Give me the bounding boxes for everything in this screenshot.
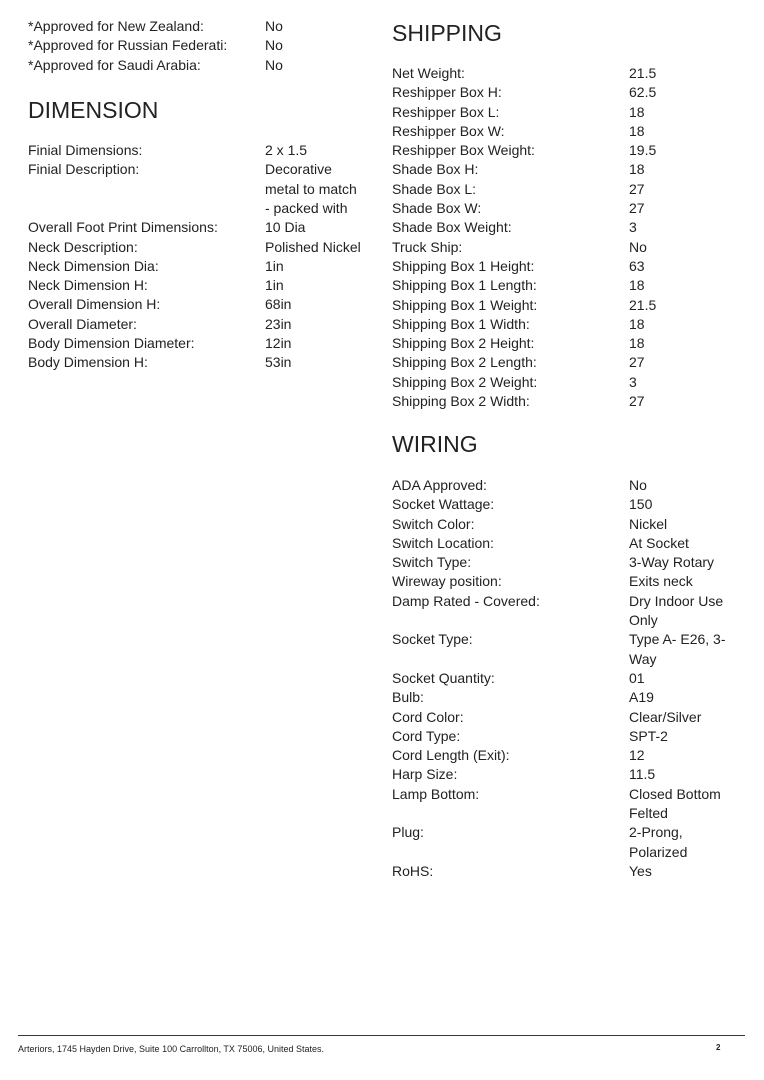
wiring-row	[392, 515, 729, 534]
row-value: 62.5	[629, 84, 657, 101]
shipping-row	[392, 373, 729, 392]
row-value: Exits neck	[629, 573, 693, 590]
wiring-list	[392, 476, 729, 881]
footer-address: Arteriors, 1745 Hayden Drive, Suite 100 Carrollton, TX 75006, United States.	[18, 1044, 324, 1054]
row-value: 68in	[265, 296, 292, 313]
wiring-row	[392, 727, 729, 746]
approval-row	[28, 36, 365, 55]
wiring-row	[392, 534, 729, 553]
wiring-heading: WIRING	[392, 431, 478, 457]
shipping-row	[392, 64, 729, 83]
row-label: Socket Wattage:	[392, 496, 495, 513]
shipping-list	[392, 64, 729, 411]
row-label: Body Dimension H:	[28, 354, 148, 371]
shipping-row	[392, 180, 729, 199]
shipping-row	[392, 218, 729, 237]
shipping-row	[392, 103, 729, 122]
dimension-list	[28, 141, 365, 373]
row-label: Shade Box Weight:	[392, 219, 512, 236]
row-value: Clear/Silver	[629, 708, 702, 725]
row-label: Switch Color:	[392, 515, 475, 532]
row-value: 63	[629, 257, 645, 274]
shipping-heading: SHIPPING	[392, 20, 502, 46]
row-label: Reshipper Box H:	[392, 84, 502, 101]
row-label: Shipping Box 1 Length:	[392, 277, 537, 294]
row-value: SPT-2	[629, 727, 668, 744]
row-value: 18	[629, 277, 645, 294]
wiring-row	[392, 553, 729, 572]
wiring-row	[392, 592, 729, 631]
row-value: No	[265, 18, 283, 34]
approval-row	[28, 17, 365, 36]
wiring-row	[392, 746, 729, 765]
row-value: 12in	[265, 335, 292, 352]
row-value: Yes	[629, 862, 652, 879]
row-value: 18	[629, 103, 645, 120]
row-label: Shipping Box 1 Height:	[392, 257, 535, 274]
row-label: Cord Length (Exit):	[392, 747, 510, 764]
row-value: 10 Dia	[265, 219, 306, 236]
row-label: RoHS:	[392, 862, 434, 879]
shipping-row	[392, 276, 729, 295]
shipping-row	[392, 257, 729, 276]
wiring-row	[392, 823, 729, 862]
row-label: Overall Diameter:	[28, 315, 137, 332]
shipping-row	[392, 353, 729, 372]
row-label: Shade Box W:	[392, 200, 482, 217]
row-value: 3	[629, 219, 637, 236]
row-value: 11.5	[629, 766, 656, 783]
shipping-row	[392, 141, 729, 160]
row-value: 2 x 1.5	[265, 142, 308, 158]
row-value: 3	[629, 373, 637, 390]
row-label: Shipping Box 2 Weight:	[392, 373, 538, 390]
row-label: Reshipper Box W:	[392, 122, 505, 139]
dimension-row	[28, 295, 365, 314]
row-label: Net Weight:	[392, 65, 465, 81]
row-value: 18	[629, 161, 645, 178]
dimension-row	[28, 315, 365, 334]
row-value: 2-Prong, Polarized	[629, 824, 688, 860]
row-label: Neck Dimension H:	[28, 277, 148, 294]
row-label: Reshipper Box Weight:	[392, 142, 535, 159]
row-value: No	[265, 37, 283, 54]
row-label: Neck Description:	[28, 238, 138, 255]
row-value: At Socket	[629, 534, 689, 551]
row-label: Shipping Box 1 Width:	[392, 315, 530, 332]
row-value: No	[629, 238, 647, 255]
row-label: Wireway position:	[392, 573, 502, 590]
row-label: Body Dimension Diameter:	[28, 335, 195, 352]
row-value: 01	[629, 669, 645, 686]
row-value: 18	[629, 335, 645, 352]
row-label: Shade Box L:	[392, 180, 477, 197]
row-label: Harp Size:	[392, 766, 458, 783]
row-label: Finial Dimensions:	[28, 142, 143, 158]
row-value: 23in	[265, 315, 292, 332]
shipping-row	[392, 160, 729, 179]
shipping-row	[392, 392, 729, 411]
page-number: 2	[716, 1043, 721, 1052]
wiring-row	[392, 630, 729, 669]
row-label: Shipping Box 1 Weight:	[392, 296, 538, 313]
row-label: Cord Color:	[392, 708, 464, 725]
dimension-row	[28, 257, 365, 276]
dimension-row	[28, 334, 365, 353]
approval-row	[28, 56, 365, 75]
row-value: 21.5	[629, 65, 657, 81]
dimension-heading: DIMENSION	[28, 97, 159, 123]
shipping-row	[392, 315, 729, 334]
row-label: Plug:	[392, 824, 424, 841]
row-value: Dry Indoor Use Only	[629, 592, 724, 629]
row-label: Switch Type:	[392, 554, 472, 571]
dimension-row	[28, 276, 365, 295]
wiring-row	[392, 862, 729, 881]
shipping-row	[392, 199, 729, 218]
row-label: Shade Box H:	[392, 161, 479, 178]
row-label: Shipping Box 2 Width:	[392, 393, 530, 410]
wiring-row	[392, 765, 729, 784]
wiring-row	[392, 688, 729, 707]
row-value: Closed Bottom Felted	[629, 785, 721, 822]
row-value: 1in	[265, 277, 284, 294]
row-label: Reshipper Box L:	[392, 103, 500, 120]
dimension-row	[28, 218, 365, 237]
row-value: 27	[629, 354, 645, 371]
wiring-row	[392, 708, 729, 727]
shipping-row	[392, 296, 729, 315]
row-label: Lamp Bottom:	[392, 785, 480, 802]
row-label: Bulb:	[392, 689, 424, 706]
row-label: Finial Description:	[28, 161, 140, 178]
row-label: Shipping Box 2 Height:	[392, 335, 535, 352]
row-value: A19	[629, 689, 654, 706]
row-label: *Approved for Saudi Arabia:	[28, 56, 201, 73]
row-label: Neck Dimension Dia:	[28, 257, 159, 274]
row-value: 27	[629, 393, 645, 410]
row-value: 150	[629, 496, 653, 513]
shipping-row	[392, 122, 729, 141]
row-value: 27	[629, 180, 645, 197]
dimension-row	[28, 141, 365, 160]
wiring-row	[392, 495, 729, 514]
row-value: 53in	[265, 354, 292, 371]
row-label: Socket Quantity:	[392, 669, 495, 686]
approvals-list	[28, 17, 365, 75]
dimension-row	[28, 238, 365, 257]
row-value: 18	[629, 315, 645, 332]
row-label: Overall Foot Print Dimensions:	[28, 219, 218, 236]
wiring-row	[392, 476, 729, 495]
row-value: Polished Nickel	[265, 238, 361, 255]
row-value: Decorative metal to match - packed with	[265, 161, 357, 216]
dimension-row	[28, 353, 365, 372]
row-value: 21.5	[629, 296, 657, 313]
row-value: 18	[629, 122, 645, 139]
row-value: 27	[629, 200, 645, 217]
row-value: 19.5	[629, 142, 657, 159]
row-label: *Approved for New Zealand:	[28, 18, 204, 34]
row-label: Damp Rated - Covered:	[392, 592, 540, 609]
row-label: Shipping Box 2 Length:	[392, 354, 537, 371]
shipping-row	[392, 334, 729, 353]
row-value: No	[629, 477, 647, 493]
row-label: Switch Location:	[392, 534, 494, 551]
row-value: 1in	[265, 257, 284, 274]
row-label: Overall Dimension H:	[28, 296, 161, 313]
shipping-row	[392, 83, 729, 102]
dimension-row	[28, 160, 365, 218]
wiring-row	[392, 572, 729, 591]
row-label: ADA Approved:	[392, 477, 487, 493]
wiring-row	[392, 785, 729, 824]
row-value: No	[265, 56, 283, 73]
row-value: 3-Way Rotary	[629, 554, 715, 571]
row-label: Truck Ship:	[392, 238, 463, 255]
row-value: Nickel	[629, 515, 668, 532]
row-value: Type A- E26, 3-Way	[629, 631, 726, 667]
row-label: Cord Type:	[392, 727, 461, 744]
row-value: 12	[629, 747, 645, 764]
row-label: *Approved for Russian Federati:	[28, 37, 228, 54]
row-label: Socket Type:	[392, 631, 473, 648]
wiring-row	[392, 669, 729, 688]
footer-divider	[18, 1035, 745, 1036]
shipping-row	[392, 238, 729, 257]
